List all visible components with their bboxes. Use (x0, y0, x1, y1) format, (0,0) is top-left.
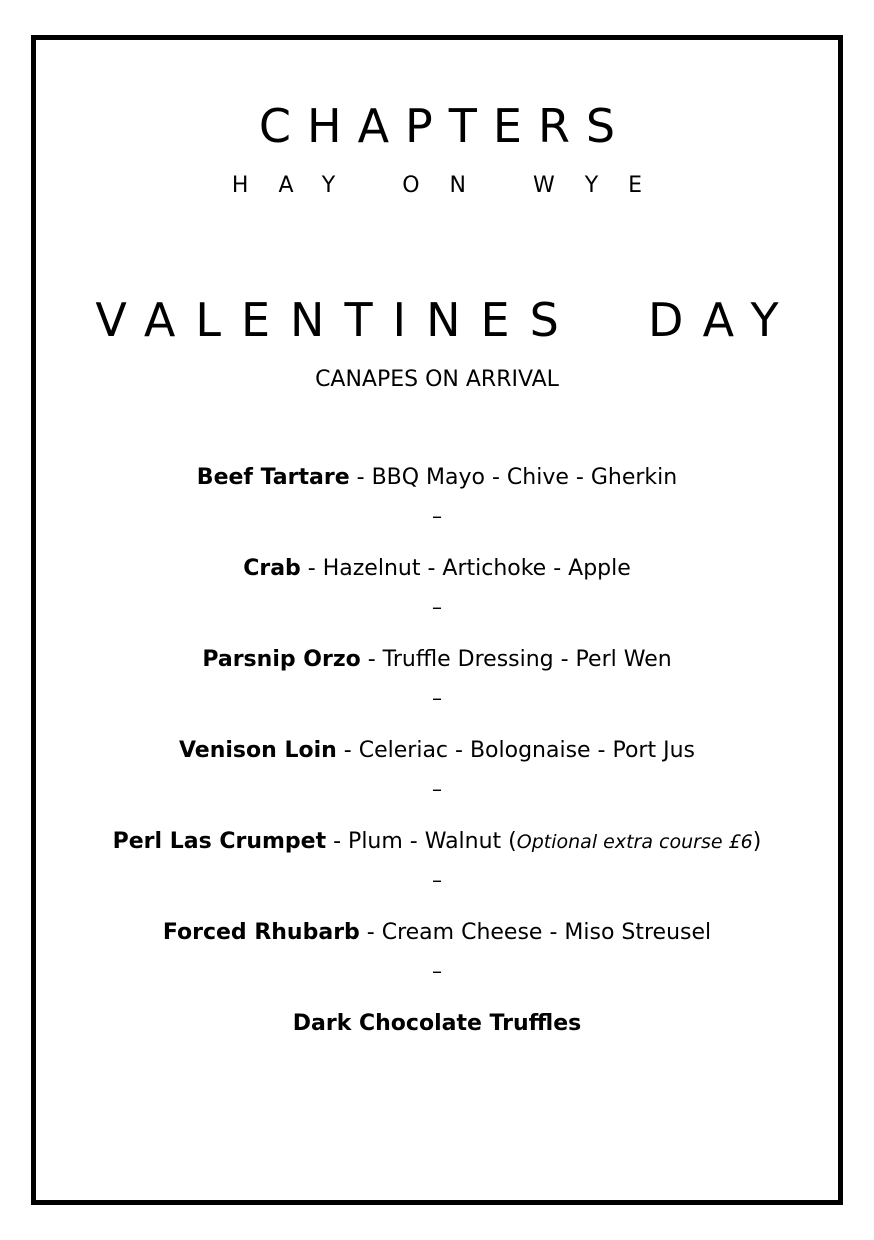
event-title: VALENTINES DAY (95, 293, 799, 347)
dish-name: Perl Las Crumpet (112, 829, 327, 854)
course-separator: – (432, 959, 442, 983)
menu-course (0, 915, 874, 951)
course-separator: – (432, 868, 442, 892)
course-separator: – (432, 777, 442, 801)
dish-name: Crab (243, 556, 301, 581)
restaurant-location: HAY ON WYE (231, 173, 673, 198)
menu-course (0, 551, 874, 587)
dish-details: - Truffle Dressing - Perl Wen (360, 647, 672, 672)
menu-course (0, 1006, 874, 1042)
dish-name: Beef Tartare (196, 465, 350, 490)
dish-details: - Plum - Walnut ( (326, 829, 517, 854)
dish-details: - Hazelnut - Artichoke - Apple (300, 556, 631, 581)
menu-course (0, 824, 874, 860)
dish-details: - BBQ Mayo - Chive - Gherkin (349, 465, 678, 490)
menu-list (0, 460, 874, 1042)
course-separator: – (432, 504, 442, 528)
dish-name: Parsnip Orzo (202, 647, 361, 672)
menu-course (0, 642, 874, 678)
event-subtitle: CANAPES ON ARRIVAL (315, 367, 559, 392)
menu-course (0, 460, 874, 496)
dish-note-close: ) (752, 829, 762, 854)
dish-details: - Cream Cheese - Miso Streusel (359, 920, 712, 945)
restaurant-name: CHAPTERS (258, 99, 632, 153)
course-separator: – (432, 686, 442, 710)
dish-details: - Celeriac - Bolognaise - Port Jus (336, 738, 695, 763)
dish-name: Dark Chocolate Truffles (292, 1011, 582, 1036)
dish-note: Optional extra course £6 (516, 831, 753, 853)
course-separator: – (432, 595, 442, 619)
dish-name: Venison Loin (178, 738, 337, 763)
dish-name: Forced Rhubarb (162, 920, 360, 945)
menu-course (0, 733, 874, 769)
